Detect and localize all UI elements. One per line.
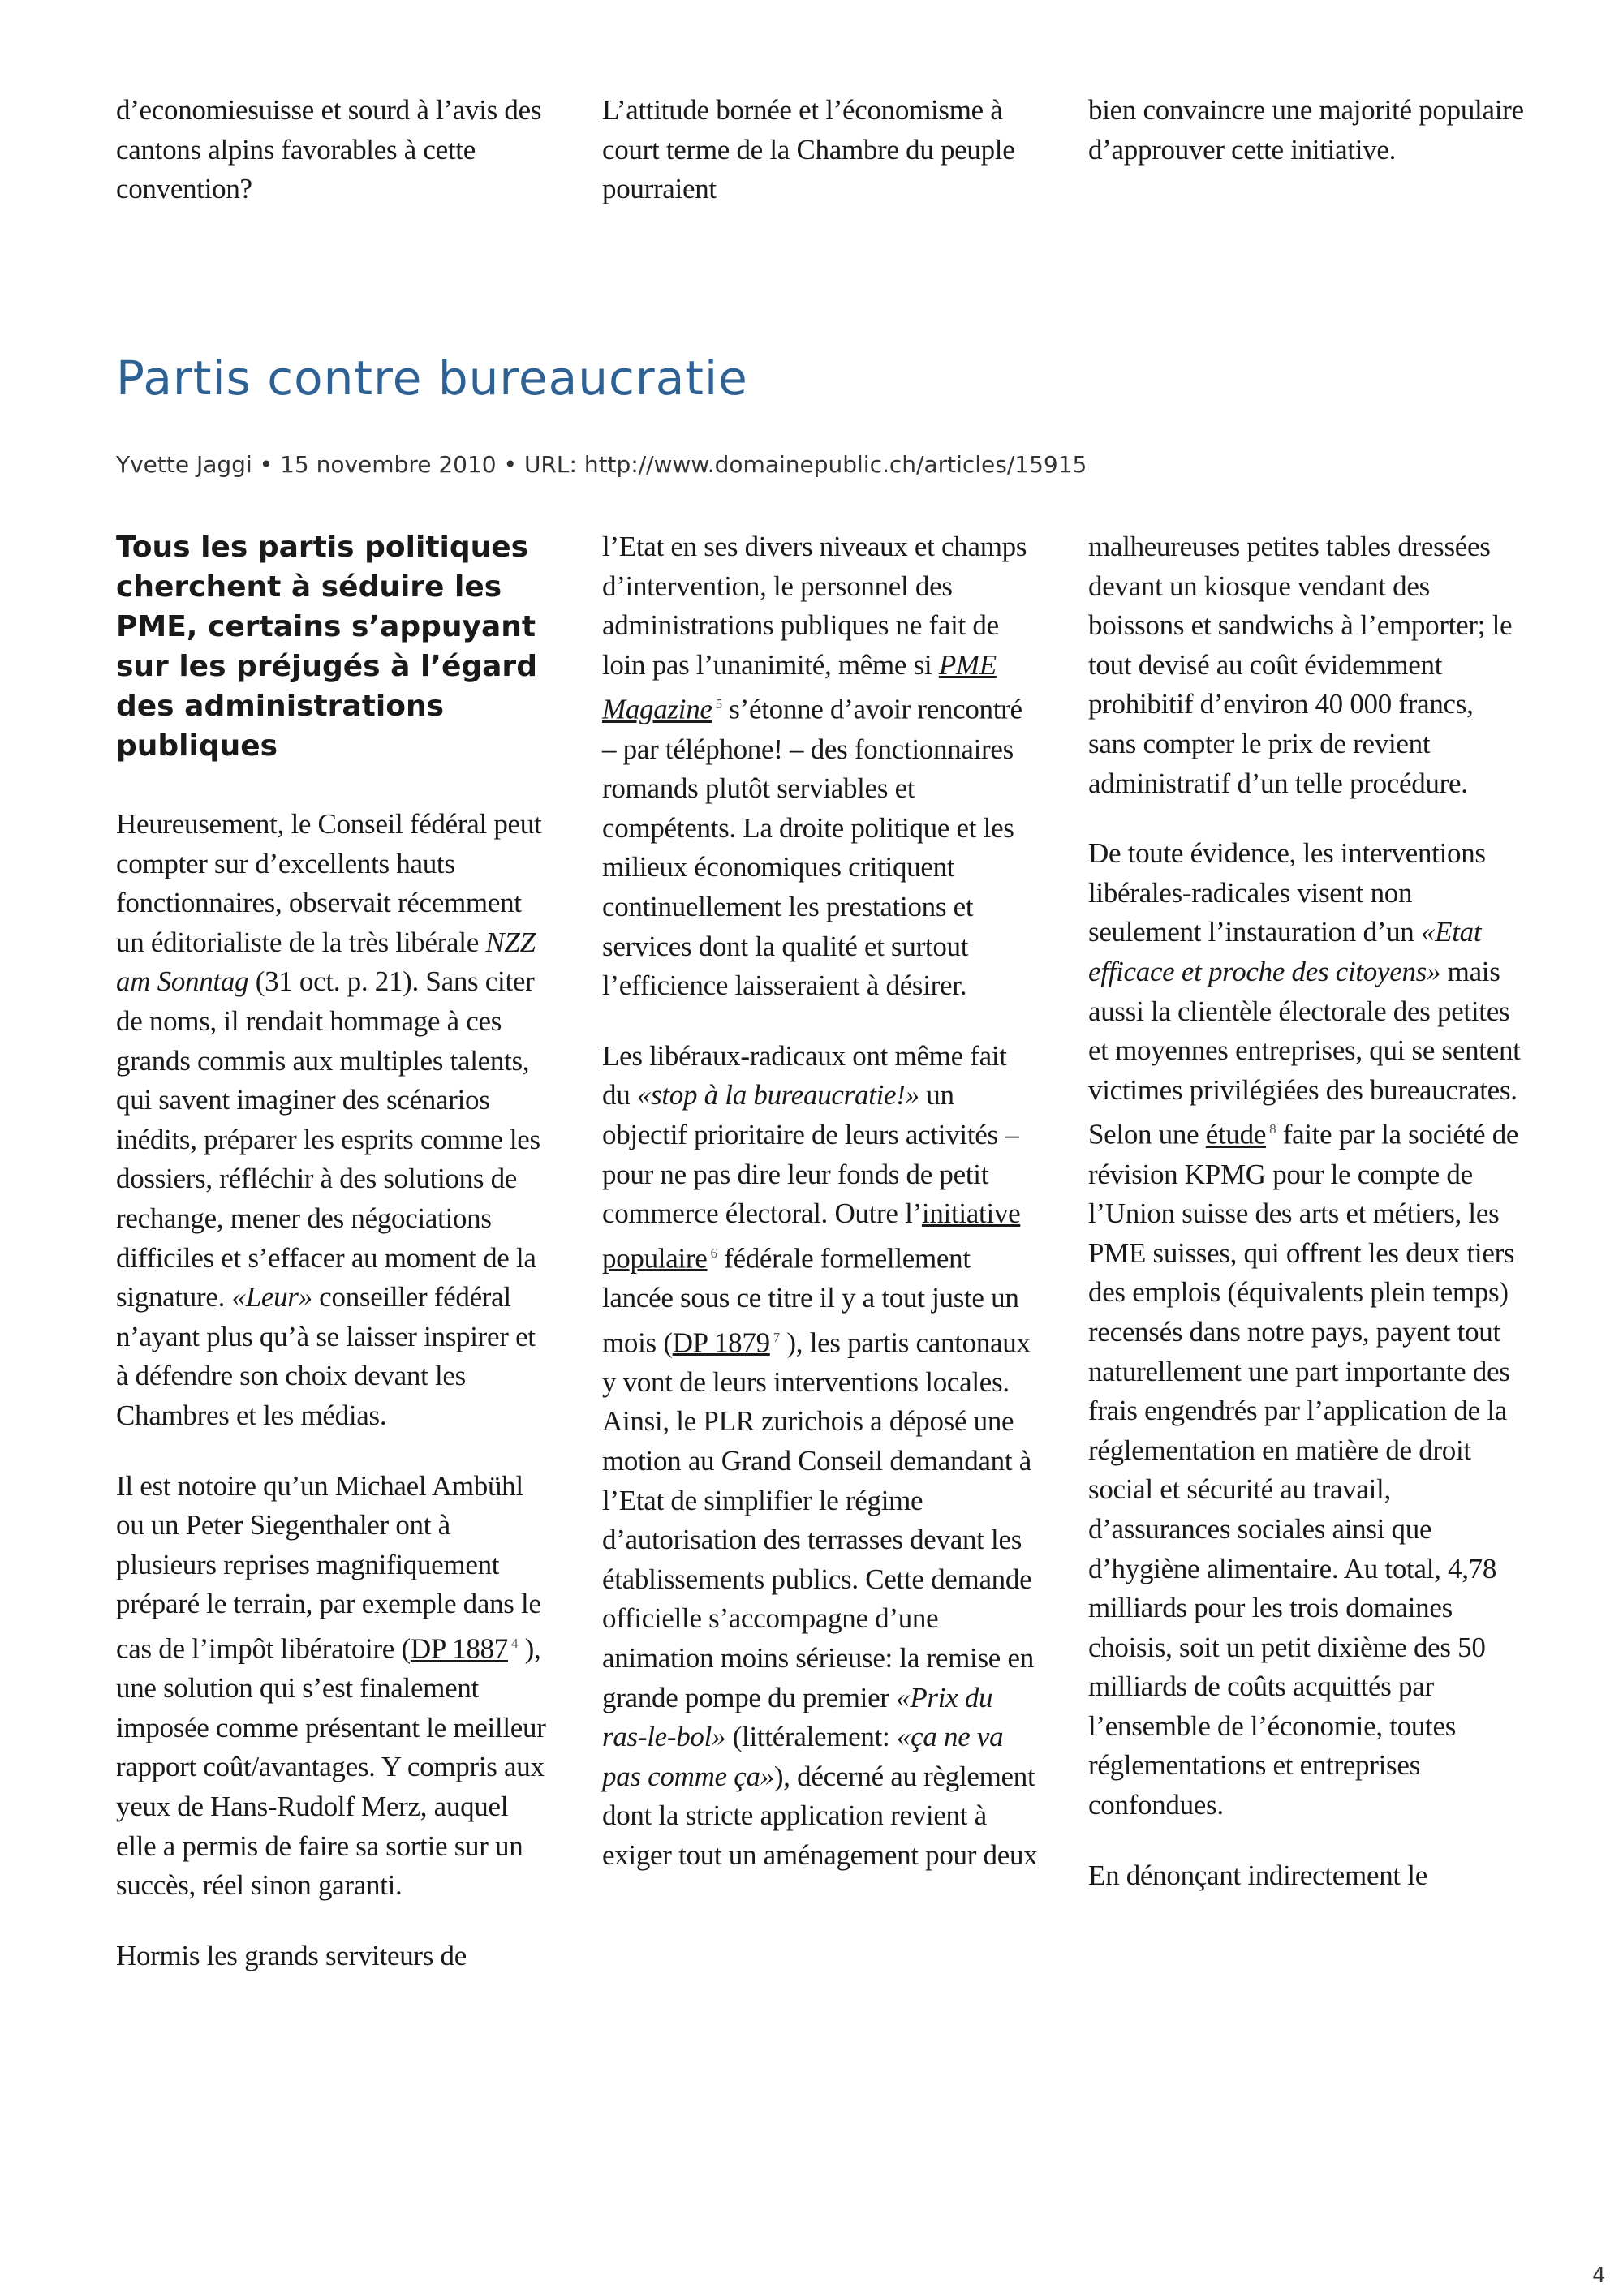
article-lead: Tous les partis politiques cherchent à séduire les PME, certains s’appuyant sur les préjugés à l’égard des administrations publiques: [116, 531, 537, 763]
top-column-3: [1088, 91, 1526, 209]
paragraph-c1-2: [116, 1467, 554, 1906]
text-run: un objectif prioritaire de leurs activités – pour ne pas dire leur fonds de petit commerce électoral. Outre l’: [602, 1079, 1019, 1230]
italic-run: «Leur»: [231, 1281, 312, 1314]
link-etude[interactable]: étude: [1205, 1118, 1267, 1150]
body-column-2: [602, 527, 1040, 1976]
paragraph-c3-2: [1088, 834, 1526, 1825]
top-column-2: [602, 91, 1040, 209]
article-author: Yvette Jaggi: [116, 451, 252, 478]
top-column-1: [116, 91, 554, 209]
article-date: 15 novembre 2010: [280, 451, 497, 478]
paragraph-c1-1: [116, 805, 554, 1436]
text-run: l’Etat en ses divers niveaux et champs d’intervention, le personnel des administrations publiques ne fait de loin pas l’unanimité, même si: [602, 531, 1027, 681]
footnote-ref: 4: [510, 1635, 519, 1651]
italic-run: «ça ne va pas comme ça»: [602, 1721, 1004, 1792]
link-initiative-populaire[interactable]: initiative populaire: [602, 1197, 1021, 1275]
paragraph-c2-2: [602, 1037, 1040, 1876]
text-run: (littéralement:: [725, 1721, 897, 1753]
italic-run: «stop à la bureaucratie!»: [636, 1079, 919, 1111]
text-run: Il est notoire qu’un Michael Ambühl ou un Peter Siegenthaler ont à plusieurs reprises magnifiquement préparé le terrain, par exemple dans le cas de l’impôt libératoire (: [116, 1469, 541, 1665]
italic-run: NZZ am Sonntag: [116, 926, 536, 998]
meta-separator-1: •: [252, 451, 281, 478]
top-paragraph-3: bien convaincre une majorité populaire d’approuver cette initiative.: [1088, 94, 1524, 166]
meta-separator-2: •: [496, 451, 524, 478]
text-run: faite par la société de révision KPMG pour le compte de l’Union suisse des arts et métiers, les PME suisses, qui offrent les deux tiers des emplois (équivalents plein temps) recensés dans notre pays, payent tout naturellement une part importante des frais engendrés par l’application de la réglementation en matière de droit social et sécurité au travail, d’assurances sociales ainsi que d’hygiène alimentaire. Au total, 4,78 milliards pour les trois domaines choisis, soit un petit dixième des 50 milliards de coûts acquittés par l’ensemble de l’économie, toutes réglementations et entreprises confondues.: [1088, 1118, 1519, 1821]
article-url[interactable]: http://www.domainepublic.ch/articles/15915: [583, 451, 1087, 478]
link-pme-magazine[interactable]: PME Magazine: [602, 648, 997, 726]
text-run: mais aussi la clientèle électorale des petites et moyennes entreprises, qui se sentent victimes privilégiées des bureaucrates. Selon une: [1088, 955, 1521, 1150]
text-run: Les libéraux-radicaux ont même fait du: [602, 1039, 1007, 1111]
page-number: 4: [1592, 2264, 1606, 2288]
footnote-ref: 5: [715, 696, 722, 712]
paragraph-c3-3: En dénonçant indirectement le: [1088, 1859, 1427, 1891]
link-dp-1887[interactable]: DP 1887: [410, 1632, 508, 1665]
text-run: Heureusement, le Conseil fédéral peut compter sur d’excellents hauts fonctionnaires, observait récemment un éditorialiste de la très libérale: [116, 808, 542, 958]
italic-run: «Etat efficace et proche des citoyens»: [1088, 916, 1482, 987]
text-run: De toute évidence, les interventions libérales-radicales visent non seulement l’instauration d’un: [1088, 837, 1486, 948]
footnote-ref: 8: [1269, 1121, 1276, 1137]
top-paragraph-2: L’attitude bornée et l’économisme à court terme de la Chambre du peuple pourraient: [602, 94, 1015, 205]
text-run: ), les partis cantonaux y vont de leurs interventions locales. Ainsi, le PLR zurichois a déposé une motion au Grand Conseil demandant à l’Etat de simplifier le régime d’autorisation des terrasses devant les établissements publics. Cette demande officielle s’accompagne d’une animation moins sérieuse: la remise en grande pompe du premier: [602, 1326, 1034, 1713]
text-run: conseiller fédéral n’ayant plus qu’à se laisser inspirer et à défendre son choix devant les Chambres et les médias.: [116, 1281, 536, 1431]
footnote-ref: 6: [710, 1245, 717, 1261]
article-body: [116, 527, 1526, 1976]
footnote-ref: 7: [773, 1329, 780, 1345]
paragraph-c1-3: Hormis les grands serviteurs de: [116, 1939, 467, 1971]
italic-run: «Prix du ras-le-bol»: [602, 1681, 993, 1753]
text-run: s’étonne d’avoir rencontré – par téléphone! – des fonctionnaires romands plutôt serviables et compétents. La droite politique et les milieux économiques critiquent continuellement les prestations et services dont la qualité et surtout l’efficience laisseraient à désirer.: [602, 694, 1022, 1002]
top-paragraph-1: d’economiesuisse et sourd à l’avis des cantons alpins favorables à cette convention?: [116, 94, 542, 205]
article-meta: [116, 451, 1087, 478]
body-column-3: [1088, 527, 1526, 1976]
url-label: URL:: [523, 451, 577, 478]
paragraph-c3-1: malheureuses petites tables dressées devant un kiosque vendant des boissons et sandwichs à l’emporter; le tout devisé au coût évidemment prohibitif d’environ 40 000 francs, sans compter le prix de revient administratif d’un telle procédure.: [1088, 531, 1513, 799]
previous-article-tail: [116, 91, 1526, 209]
text-run: (31 oct. p. 21). Sans citer de noms, il rendait hommage à ces grands commis aux multiples talents, qui savent imaginer des scénarios inédits, préparer les esprits comme les dossiers, réfléchir à des solutions de rechange, mener des négociations difficiles et s’effacer au moment de la signature.: [116, 965, 540, 1314]
text-run: fédérale formellement lancée sous ce titre il y a tout juste un mois (: [602, 1242, 1019, 1359]
paragraph-c2-1: [602, 527, 1040, 1006]
link-dp-1879[interactable]: DP 1879: [672, 1326, 770, 1359]
text-run: ), décerné au règlement dont la stricte application revient à exiger tout un aménagement pour deux: [602, 1760, 1038, 1871]
text-run: ), une solution qui s’est finalement imposée comme présentant le meilleur rapport coût/avantages. Y compris aux yeux de Hans-Rudolf Merz, auquel elle a permis de faire sa sortie sur un succès, réel sinon garanti.: [116, 1632, 546, 1902]
body-column-1: [116, 527, 554, 1976]
article-title: Partis contre bureaucratie: [116, 350, 748, 406]
